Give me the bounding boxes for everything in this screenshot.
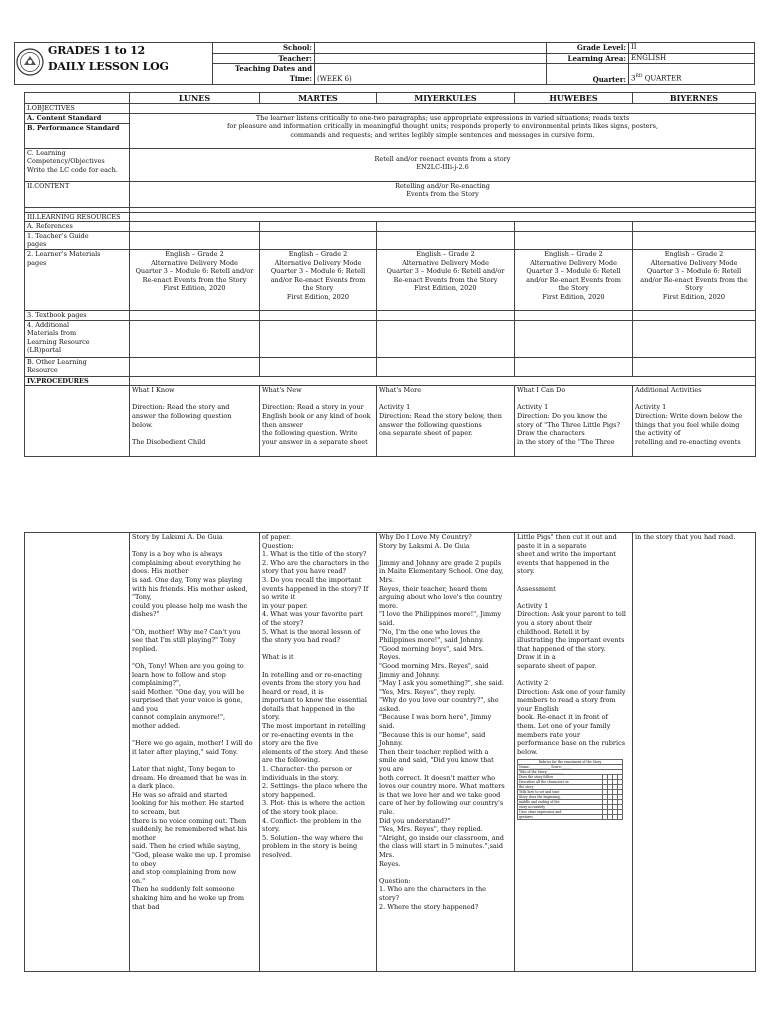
dll-main-table	[24, 92, 756, 457]
rubric-row: story accurately	[518, 805, 603, 810]
quarter-label: Quarter:	[547, 64, 629, 85]
lm-martes: English – Grade 2 Alternative Delivery Mode Quarter 3 – Module 6: Retell and/or Re-enact Events from the Story First Edition, 2020	[260, 249, 377, 310]
rubric-row: Describes all the characters in	[518, 780, 603, 785]
learning-area-label: Learning Area:	[547, 53, 629, 64]
teacher-label: Teacher:	[213, 53, 315, 64]
rubric-row: gestures	[518, 815, 603, 820]
content-text: Retelling and/or Re-enacting Events from the Story	[130, 181, 756, 207]
content-standard-label: A. Content Standard	[25, 113, 130, 123]
proc-biyernes-part2: in the story that you had read.	[633, 533, 756, 972]
teacher-value	[315, 53, 547, 64]
references-label: A. References	[25, 222, 130, 232]
form-title-line2: DAILY LESSON LOG	[48, 60, 169, 73]
day-biyernes: BIYERNES	[633, 93, 756, 104]
competency-text: Retell and/or reenact events from a story EN2LC-IIIi-j-2.6	[130, 148, 756, 181]
rubric-row: middle and ending of the	[518, 800, 603, 805]
day-martes: MARTES	[260, 93, 377, 104]
teachers-guide-label: 1. Teacher’s Guide pages	[25, 231, 130, 249]
day-lunes: LUNES	[130, 93, 260, 104]
textbook-label: 3. Textbook pages	[25, 310, 130, 320]
rubric-row: Story does the beginning,	[518, 795, 603, 800]
rubric-row: Tells how to set and tone	[518, 790, 603, 795]
lm-lunes: English – Grade 2 Alternative Delivery Mode Quarter 3 – Module 6: Retell and/or Re-enact Events from the Story First Edition, 2020	[130, 249, 260, 310]
resources-heading: III.LEARNING RESOURCES	[25, 212, 130, 222]
lm-huwebes: English – Grade 2 Alternative Delivery Mode Quarter 3 – Module 6: Retell and/or Re-enact Events from the Story First Edition, 2020	[515, 249, 633, 310]
quarter-suffix: RD	[635, 74, 643, 80]
standard-text: The learner listens critically to one-two paragraphs; use appropriate expressions in varied situations; reads texts for pleasure and information critically in meaningful thought units; responds properly to environmental prints likes signs, posters, commands and requests; and writes legibly simple sentences and messages in cursive form.	[130, 113, 756, 148]
objectives-heading: I.OBJECTIVES	[25, 104, 130, 114]
grade-level-value: II	[629, 43, 755, 54]
page-2	[0, 530, 768, 1024]
dates-value: (WEEK 6)	[315, 64, 547, 85]
other-resource-label: B. Other Learning Resource	[25, 357, 130, 376]
dll-procedures-continued	[24, 532, 756, 972]
rubric-title: Rubrics for the enactment of the Story	[518, 760, 623, 765]
huwebes-assessment-text: Little Pigs" then cut it out and paste it in a separate sheet and write the important events that happened in the story. Assessment Activity 1 Direction: Ask your parent to tell you a story about their childhood. Retell it by illustrating the important events that happened of the story. Draw it in a separate sheet of paper. Activity 2 Direction: Ask one of your family members to read a story from your English book. Re-enact it in front of them. Let one of your family members rate your performance base on the rubrics below.	[517, 533, 626, 756]
content-heading: II.CONTENT	[25, 181, 130, 207]
proc-huwebes-part1: What I Can Do Activity 1 Direction: Do you know the story of "The Three Little Pigs? Draw the characters in the story of the "The Three	[515, 386, 633, 457]
proc-miyerkules-part2: Why Do I Love My Country? Story by Laksmi A. De Guia Jimmy and Johnny are grade 2 pupils in Maite Elementary School. One day, Mrs. Reyes, their teacher, heard them arguing about who love's the country more. "I love the Philippines more!", Jimmy said. "No, I'm the one who loves the Philippines more!", said Johnny. "Good morning boys", said Mrs. Reyes. "Good morning Mrs. Reyes", said Jimmy and Johnny. "May I ask you something?", she said. "Yes, Mrs. Reyes", they reply. "Why do you love our country?", she asked. "Because I was born here", Jimmy said. "Because this is our home", said Johnny. Then their teacher replied with a smile and said, "Did you know that you are both correct. It doesn't matter who loves our country more. What matters is that we love her and we take good care of her by following our country's rule. Did you understand?" "Yes, Mrs. Reyes", they replied. "Alright, go inside our classroom, and the class will start in 5 minutes.",said Mrs. Reyes. Question: 1. Who are the characters in the story? 2. Where the story happened?	[377, 533, 515, 972]
form-title-line1: GRADES 1 to 12	[48, 44, 146, 57]
header-info-table	[14, 42, 755, 85]
learners-materials-label: 2. Learner’s Materials pages	[25, 249, 130, 310]
proc-lunes-part2: Story by Laksmi A. De Guia Tony is a boy who is always complaining about everything he does. His mother is sad. One day, Tony was playing with his friends. His mother asked, "Tony, could you please help me wash the dishes?" "Oh, mother! Why me? Can't you see that I'm still playing?" Tony replied. "Oh, Tony! When are you going to learn how to follow and stop complaining?", said Mother. "One day, you will be surprised that your voice is gone, and you cannot complain anymore!", mother added. "Here we go again, mother! I will do it later after playing," said Tony. Later that night, Tony began to dream. He dreamed that he was in a dark place. He was so afraid and started looking for his mother. He started to scream, but there is no voice coming out. Then suddenly, he remembered what his mother said. Then he cried while saying, "God, please wake me up. I promise to obey and stop complaining from now on." Then he suddenly felt someone shaking him and he woke up from that bad	[130, 533, 260, 972]
proc-miyerkules-part1: What's More Activity 1 Direction: Read the story below, then answer the following questions ona separate sheet of paper.	[377, 386, 515, 457]
school-value	[315, 43, 547, 54]
proc-huwebes-part2	[515, 533, 633, 972]
learning-area-value: ENGLISH	[629, 53, 755, 64]
proc-martes-part2: of paper. Question: 1. What is the title of the story? 2. Who are the characters in the story that you have read? 3. Do you recall the important events happened in the story? If so write it in your paper. 4. What was your favorite part of the story? 5. What is the moral lesson of the story you had read? What is it In retelling and or re-enacting events from the story you had heard or read, it is important to know the essential details that happened in the story. The most important in retelling or re-enacting events in the story are the five elements of the story. And these are the following. 1. Character- the person or individuals in the story. 2. Settings- the place where the story happened. 3. Plot- this is where the action of the story took place. 4. Conflict- the problem in the story. 5. Solution- the way where the problem in the story is being resolved.	[260, 533, 377, 972]
quarter-number: 3	[631, 74, 636, 83]
competency-label: C. Learning Competency/Objectives Write the LC code for each.	[25, 148, 130, 181]
quarter-value	[629, 64, 755, 85]
lm-miyerkules: English – Grade 2 Alternative Delivery Mode Quarter 3 – Module 6: Retell and/or Re-enact Events from the Story First Edition, 2020	[377, 249, 515, 310]
rubric-row: the story	[518, 785, 603, 790]
lm-biyernes: English – Grade 2 Alternative Delivery Mode Quarter 3 – Module 6: Retell and/or Re-enact Events from the Story First Edition, 2020	[633, 249, 756, 310]
grade-level-label: Grade Level:	[547, 43, 629, 54]
rubric-row: Does the story follow	[518, 775, 603, 780]
dates-label-line1: Teaching Dates and	[234, 64, 312, 73]
performance-standard-label: B. Performance Standard	[25, 123, 130, 148]
quarter-word: QUARTER	[642, 74, 682, 83]
day-huwebes: HUWEBES	[515, 93, 633, 104]
rubric-table	[517, 759, 623, 820]
procedures-heading: IV.PROCEDURES	[25, 376, 130, 386]
proc-lunes-part1: What I Know Direction: Read the story and answer the following question below. The Disobedient Child	[130, 386, 260, 457]
corner-cell	[25, 93, 130, 104]
rubric-row: Uses clear expression and	[518, 810, 603, 815]
dates-label	[213, 64, 315, 85]
rubric-row: Title of the Story:__________	[518, 770, 623, 775]
dates-label-line2: Time:	[289, 73, 312, 83]
proc-martes-part1: What's New Direction: Read a story in your English book or any kind of book then answer the following question. Write your answer in a separate sheet	[260, 386, 377, 457]
day-miyerkules: MIYERKULES	[377, 93, 515, 104]
additional-materials-label: 4. Additional Materials from Learning Resource (LR)portal	[25, 320, 130, 357]
page-1	[0, 0, 768, 504]
rubric-row: Name:_____________ Score:______	[518, 765, 623, 770]
proc-biyernes-part1: Additional Activities Activity 1 Direction: Write down below the things that you feel while doing the activity of retelling and re-enacting events	[633, 386, 756, 457]
school-label: School:	[213, 43, 315, 54]
